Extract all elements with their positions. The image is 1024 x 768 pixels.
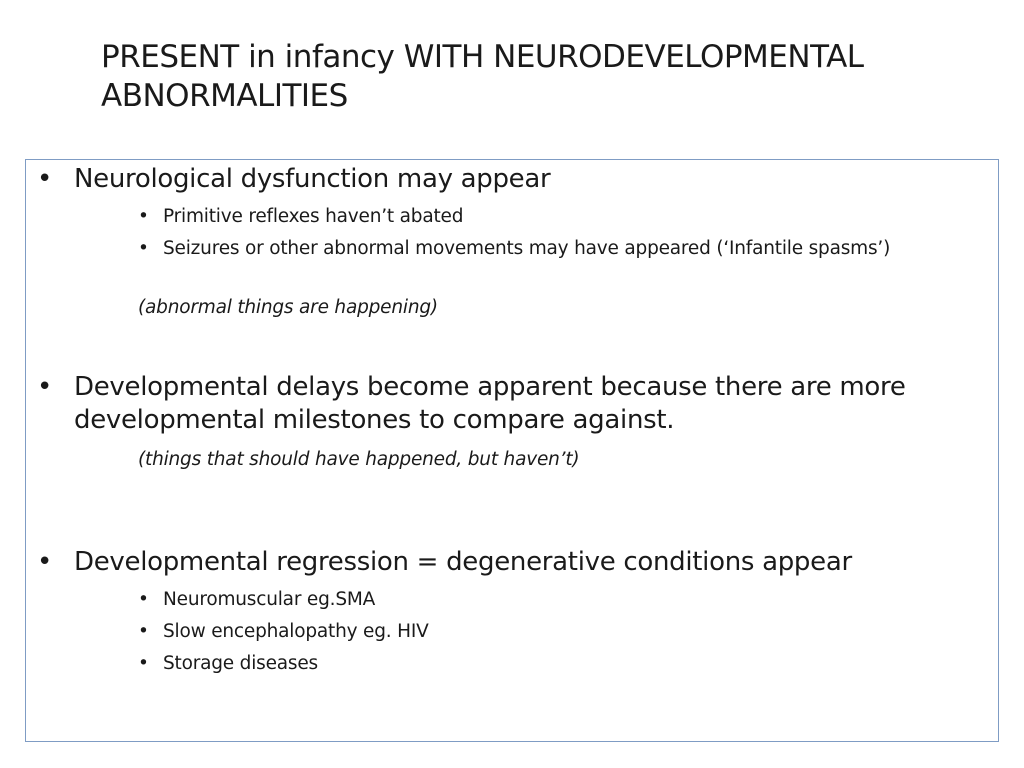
sub-bullet-storage-diseases xyxy=(138,653,953,675)
bullet-dot: • xyxy=(138,653,149,674)
note-abnormal-things: (abnormal things are happening) xyxy=(138,297,438,318)
sub-bullet-text: Primitive reflexes haven’t abated xyxy=(163,206,464,227)
bullet-neurological-dysfunction xyxy=(37,163,954,196)
bullet-text: Developmental delays become apparent because there are more developmental milestones to compare against. xyxy=(74,372,906,435)
sub-bullet-text: Neuromuscular eg.SMA xyxy=(163,589,376,610)
sub-bullet-primitive-reflexes xyxy=(138,206,953,228)
sub-bullet-text: Storage diseases xyxy=(163,653,318,674)
bullet-dot: • xyxy=(37,372,53,402)
bullet-dot: • xyxy=(138,621,149,642)
sub-bullet-text: Slow encephalopathy eg. HIV xyxy=(163,621,429,642)
sub-bullet-text: Seizures or other abnormal movements may have appeared (‘Infantile spasms’) xyxy=(163,238,891,259)
note-things-should-have-happened: (things that should have happened, but haven’t) xyxy=(138,449,580,470)
bullet-dot: • xyxy=(138,238,149,259)
bullet-dot: • xyxy=(37,164,53,194)
sub-bullet-slow-encephalopathy xyxy=(138,621,953,643)
bullet-text: Developmental regression = degenerative conditions appear xyxy=(74,547,852,577)
content-box xyxy=(25,159,999,742)
bullet-developmental-delays xyxy=(37,371,954,437)
bullet-dot: • xyxy=(37,547,53,577)
bullet-dot: • xyxy=(138,589,149,610)
bullet-dot: • xyxy=(138,206,149,227)
bullet-text: Neurological dysfunction may appear xyxy=(74,164,551,194)
slide-title: PRESENT in infancy WITH NEURODEVELOPMENTAL ABNORMALITIES xyxy=(101,39,864,114)
bullet-developmental-regression xyxy=(37,546,954,579)
sub-bullet-seizures xyxy=(138,238,953,260)
sub-bullet-neuromuscular xyxy=(138,589,953,611)
